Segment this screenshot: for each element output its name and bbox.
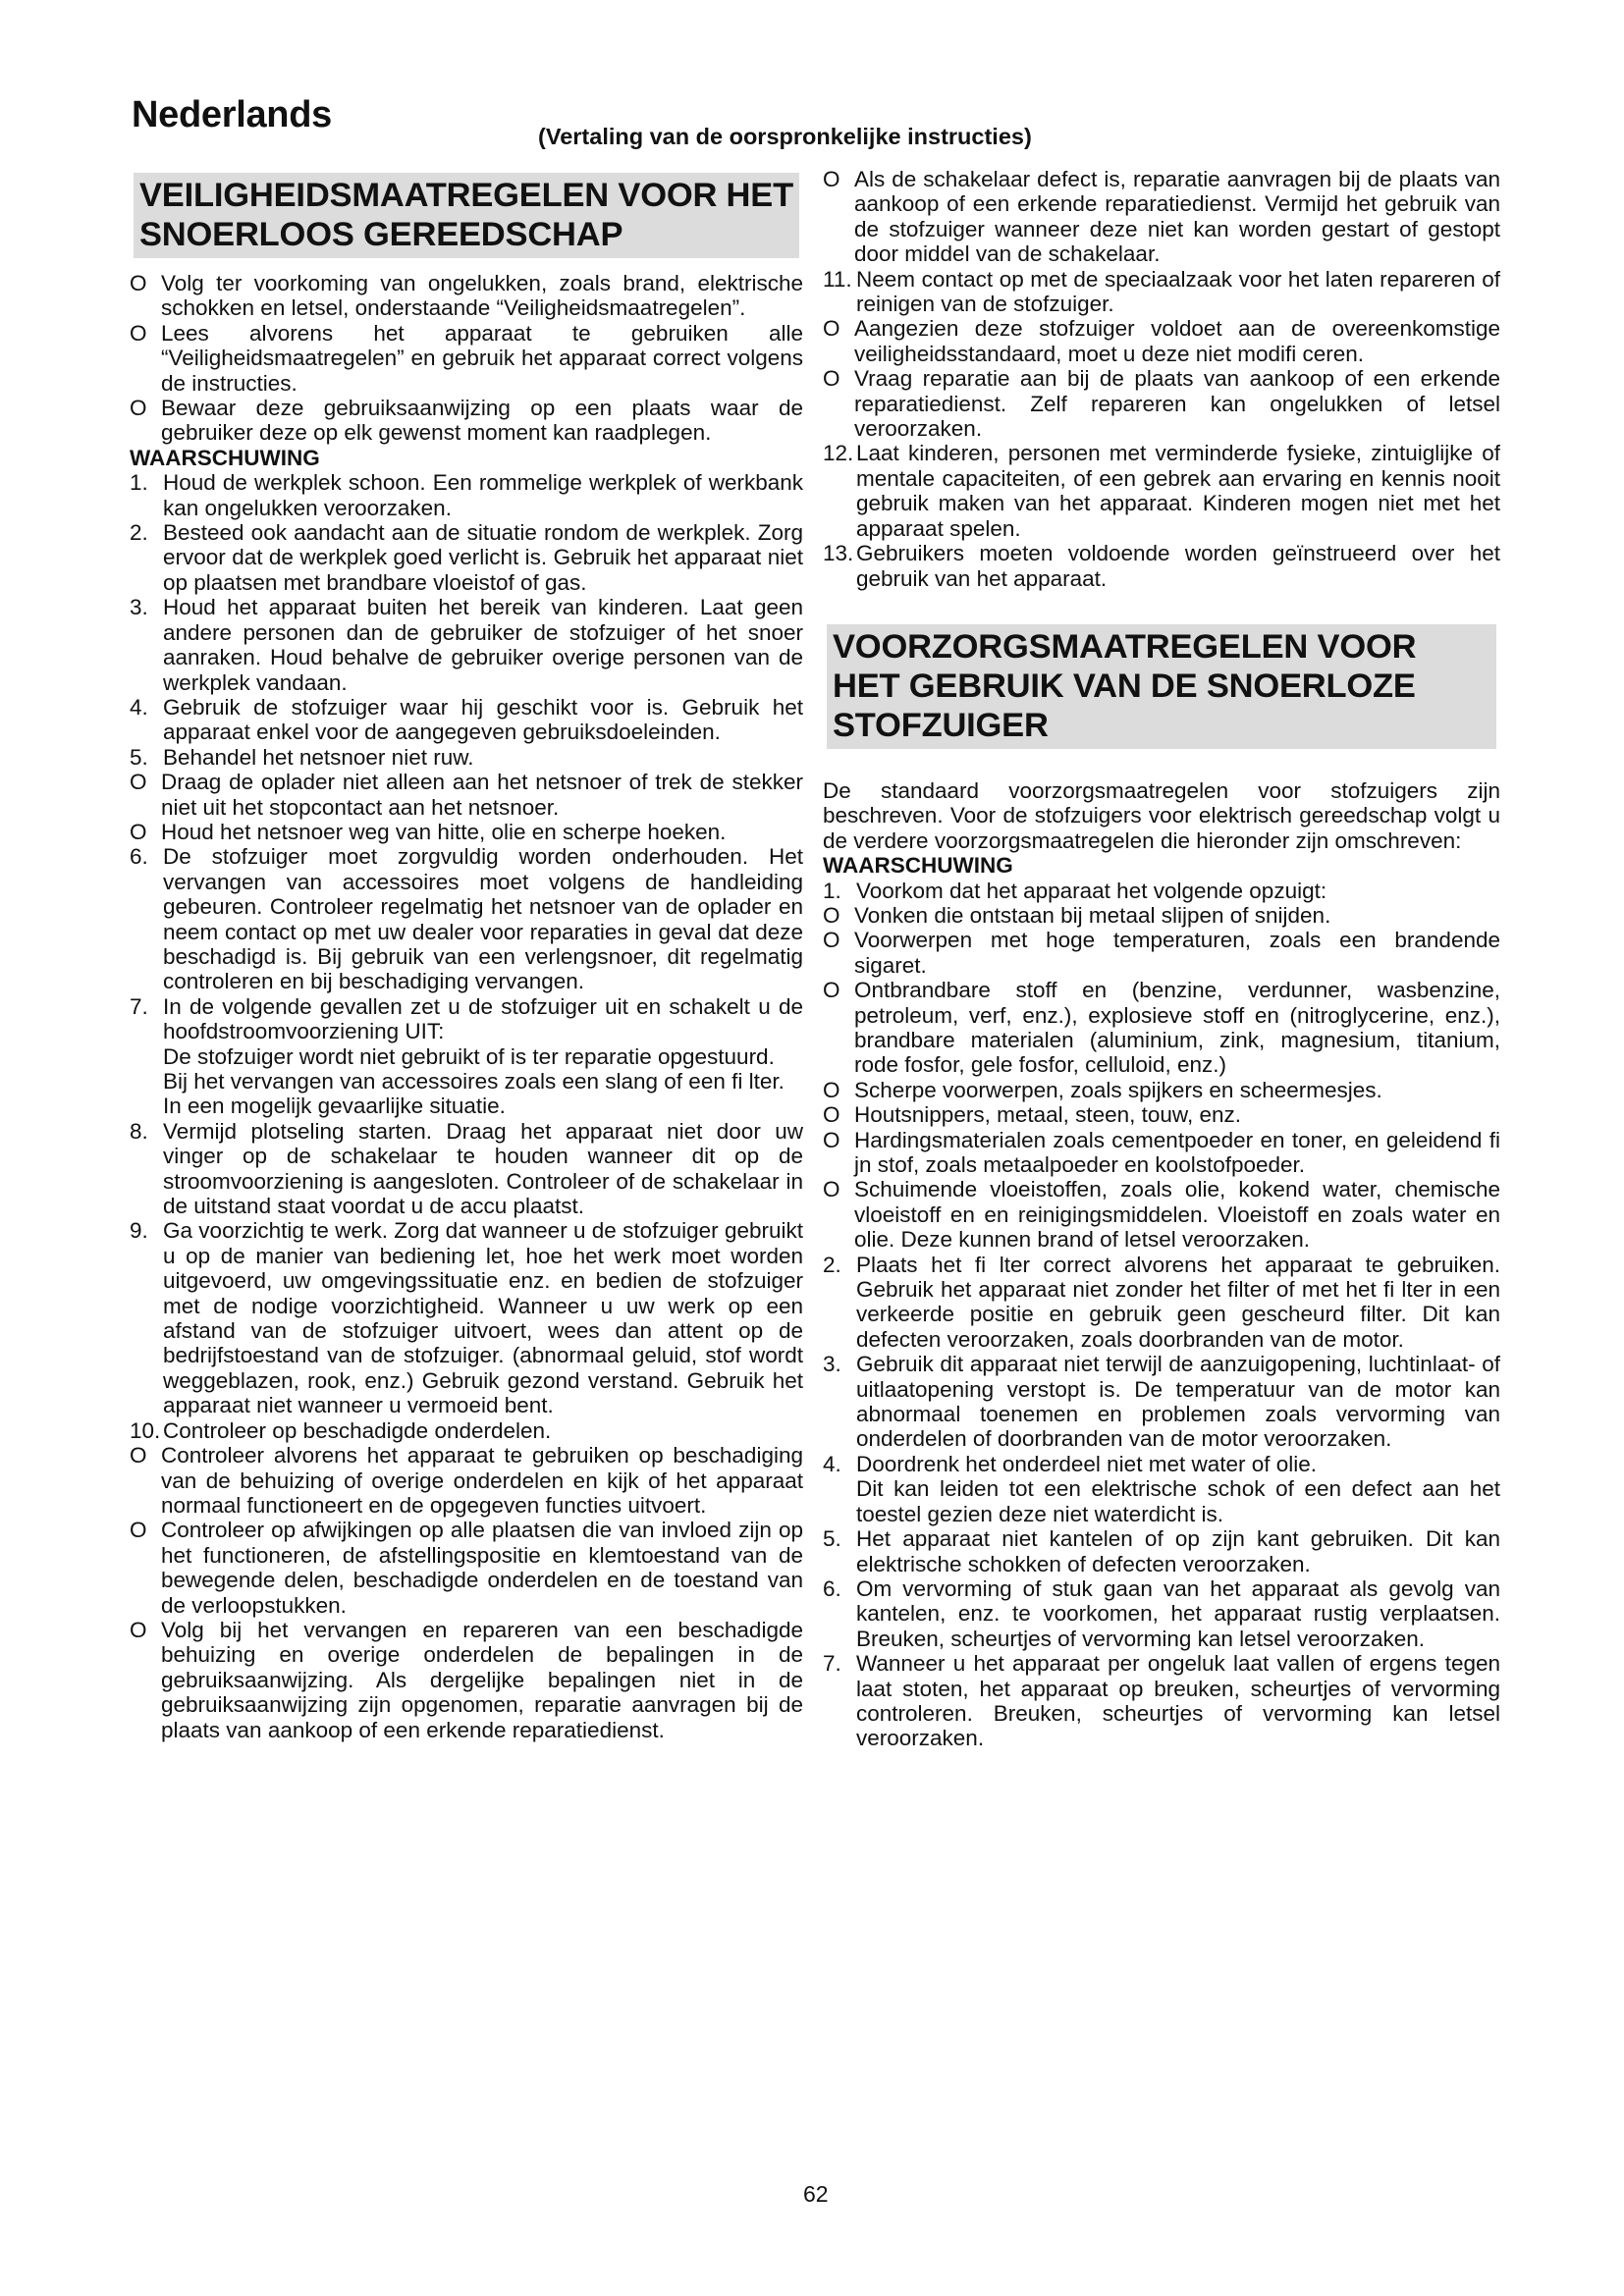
list-item: 1. Voorkom dat het apparaat het volgende opzuigt: — [823, 878, 1327, 903]
list-item: O Volg bij het vervangen en repareren van een beschadigde behuizing en overige onderdelen de bepalingen in de gebruiksaanwijzing. Als dergelijke bepalingen niet in de gebruiksaanwijzing zijn opgenomen, reparatie aanvragen bij de plaats van aankoop of een erkende reparatiedienst. — [130, 1617, 803, 1742]
bullet-marker: O — [823, 902, 840, 928]
list-subtext: De stofzuiger wordt niet gebruikt of is ter reparatie opgestuurd. — [163, 1043, 775, 1069]
list-item: 7. Wanneer u het apparaat per ongeluk laat vallen of ergens tegen laat stoten, het apparaat op breuken, scheurtjes of vervorming controleren. Breuken, scheurtjes of vervorming kan letsel veroorzaken. — [823, 1651, 1500, 1751]
list-item: O Houd het netsnoer weg van hitte, olie en scherpe hoeken. — [130, 819, 727, 844]
right-column — [823, 167, 1500, 1751]
list-item: O Controleer op afwijkingen op alle plaatsen die van invloed zijn op het functioneren, de afstellingspositie en klemtoestand van de bewegende delen, beschadigde onderdelen en de toestand van de verloopstukken. — [130, 1518, 803, 1618]
list-item: 2. Plaats het fi lter correct alvorens het apparaat te gebruiken. Gebruik het apparaat niet zonder het filter of met het fi lter in een verkeerde positie en gebruik geen gescheurd filter. Dit kan defecten veroorzaken, zoals doorbranden van de motor. — [823, 1252, 1500, 1352]
list-item: O Scherpe voorwerpen, zoals spijkers en scheermesjes. — [823, 1077, 1382, 1102]
list-item: O Vonken die ontstaan bij metaal slijpen of snijden. — [823, 902, 1331, 928]
list-item: 7. In de volgende gevallen zet u de stofzuiger uit en schakelt u de hoofdstroomvoorziening UIT: — [130, 993, 803, 1044]
list-item: O Volg ter voorkoming van ongelukken, zoals brand, elektrische schokken en letsel, onderstaande “Veiligheidsmaatregelen”. — [130, 271, 803, 321]
list-item: 4. Gebruik de stofzuiger waar hij geschikt voor is. Gebruik het apparaat enkel voor de aangegeven gebruiksdoeleinden. — [130, 694, 803, 745]
bullet-marker: O — [130, 396, 147, 421]
bullet-marker: O — [130, 1518, 147, 1543]
bullet-marker: O — [130, 271, 147, 295]
page-number: 62 — [803, 2181, 829, 2207]
list-item: O Ontbrandbare stoff en (benzine, verdunner, wasbenzine, petroleum, verf, enz.), explosieve stoff en (nitroglycerine, enz.), brandbare materialen (aluminium, zink, magnesium, titanium, rode fosfor, gele fosfor, celluloid, enz.) — [823, 978, 1500, 1078]
language-title: Nederlands — [132, 94, 332, 135]
bullet-marker: O — [823, 978, 840, 1003]
list-item: 5. Het apparaat niet kantelen of op zijn kant gebruiken. Dit kan elektrische schokken of defecten veroorzaken. — [823, 1526, 1500, 1576]
bullet-marker: O — [130, 320, 147, 346]
list-subtext: In een mogelijk gevaarlijke situatie. — [163, 1094, 506, 1119]
list-item: O Draag de oplader niet alleen aan het netsnoer of trek de stekker niet uit het stopcontact aan het netsnoer. — [130, 770, 803, 820]
list-item: 10. Controleer op beschadigde onderdelen. — [130, 1417, 552, 1443]
bullet-marker: O — [823, 316, 840, 342]
bullet-marker: O — [130, 1443, 147, 1468]
bullet-marker: O — [823, 1102, 840, 1128]
list-item: 3. Houd het apparaat buiten het bereik van kinderen. Laat geen andere personen dan de gebruiker de stofzuiger of het snoer aanraken. Houd behalve de gebruiker overige personen van de werkplek vandaan. — [130, 595, 803, 695]
bullet-marker: O — [823, 1127, 840, 1152]
list-item: O Hardingsmaterialen zoals cementpoeder en toner, en geleidend fi jn stof, zoals metaalpoeder en koolstofpoeder. — [823, 1127, 1500, 1177]
warning-label: WAARSCHUWING — [130, 445, 320, 470]
bullet-marker: O — [130, 1617, 147, 1642]
list-item: O Voorwerpen met hoge temperaturen, zoals een brandende sigaret. — [823, 928, 1500, 978]
left-column — [130, 173, 803, 1742]
list-item: 8. Vermijd plotseling starten. Draag het apparaat niet door uw vinger op de schakelaar te houden wanneer dit op de stroomvoorziening is aangesloten. Controleer of de schakelaar in de uitstand staat voordat u de accu plaatst. — [130, 1118, 803, 1219]
list-item: 12. Laat kinderen, personen met verminderde fysieke, zintuiglijke of mentale capaciteiten, of een gebrek aan ervaring en kennis nooit gebruik maken van het apparaat. Kinderen mogen niet met het apparaat spelen. — [823, 441, 1500, 541]
list-item: O Vraag reparatie aan bij de plaats van aankoop of een erkende reparatiedienst. Zelf repareren kan ongelukken of letsel veroorzaken. — [823, 366, 1500, 442]
translation-note: (Vertaling van de oorspronkelijke instructies) — [538, 124, 1032, 149]
bullet-marker: O — [130, 770, 147, 795]
bullet-marker: O — [823, 366, 840, 392]
list-item: O Schuimende vloeistoffen, zoals olie, kokend water, chemische vloeistoff en en reinigingsmiddelen. Vloeistoff en zoals water en olie. Deze kunnen brand of letsel veroorzaken. — [823, 1177, 1500, 1253]
list-item: 6. De stofzuiger moet zorgvuldig worden onderhouden. Het vervangen van accessoires moet volgens de handleiding gebeuren. Controleer regelmatig het netsnoer van de oplader en neem contact op met uw dealer voor reparaties in geval dat deze beschadigd is. Bij gebruik van een verlengsnoer, dit regelmatig controleren en bij beschadiging vervangen. — [130, 844, 803, 994]
list-item: O Lees alvorens het apparaat te gebruiken alle “Veiligheidsmaatregelen” en gebruik het apparaat correct volgens de instructies. — [130, 320, 803, 396]
bullet-marker: O — [823, 928, 840, 953]
list-item: O Houtsnippers, metaal, steen, touw, enz. — [823, 1102, 1241, 1128]
bullet-marker: O — [823, 167, 840, 191]
section-heading-precautions: VOORZORGSMAATREGELEN VOOR HET GEBRUIK VAN DE SNOERLOZE STOFZUIGER — [827, 624, 1496, 749]
list-item: O Controleer alvorens het apparaat te gebruiken op beschadiging van de behuizing of overige onderdelen en kijk of het apparaat normaal functioneert en de opgegeven functies uitvoert. — [130, 1443, 803, 1518]
bullet-marker: O — [823, 1077, 840, 1102]
list-item: 4. Doordrenk het onderdeel niet met water of olie. — [823, 1451, 1318, 1476]
list-item: O Aangezien deze stofzuiger voldoet aan de overeenkomstige veiligheidsstandaard, moet u deze niet modifi ceren. — [823, 316, 1500, 366]
intro-paragraph: De standaard voorzorgsmaatregelen voor stofzuigers zijn beschreven. Voor de stofzuigers voor elektrisch gereedschap volgt u de verdere voorzorgsmaatregelen die hieronder zijn omschreven: — [823, 777, 1500, 853]
list-item: O Als de schakelaar defect is, reparatie aanvragen bij de plaats van aankoop of een erkende reparatiedienst. Vermijd het gebruik van de stofzuiger wanneer deze niet kan worden gestart of gestopt door middel van de schakelaar. — [823, 167, 1500, 267]
section-heading-safety: VEILIGHEIDSMAATREGELEN VOOR HET SNOERLOOS GEREEDSCHAP — [134, 173, 799, 258]
list-item: 2. Besteed ook aandacht aan de situatie rondom de werkplek. Zorg ervoor dat de werkplek goed verlicht is. Gebruik het apparaat niet op plaatsen met brandbare vloeistof of gas. — [130, 520, 803, 595]
bullet-marker: O — [130, 819, 147, 844]
warning-label: WAARSCHUWING — [823, 853, 1013, 879]
list-subtext: Bij het vervangen van accessoires zoals een slang of een fi lter. — [163, 1069, 785, 1094]
list-subtext: Dit kan leiden tot een elektrische schok of een defect aan het toestel gezien deze niet waterdicht is. — [856, 1476, 1500, 1526]
list-item: 1. Houd de werkplek schoon. Een rommelige werkplek of werkbank kan ongelukken veroorzaken. — [130, 470, 803, 520]
list-item: 3. Gebruik dit apparaat niet terwijl de aanzuigopening, luchtinlaat- of uitlaatopening verstopt is. De temperatuur van de motor kan abnormaal toenemen en problemen zoals vervorming van onderdelen of doorbranden van de motor veroorzaken. — [823, 1352, 1500, 1452]
list-item: 11. Neem contact op met de speciaalzaak voor het laten repareren of reinigen van de stofzuiger. — [823, 266, 1500, 317]
list-item: 13. Gebruikers moeten voldoende worden geïnstrueerd over het gebruik van het apparaat. — [823, 541, 1500, 591]
list-item: 5. Behandel het netsnoer niet ruw. — [130, 744, 474, 770]
list-item: 9. Ga voorzichtig te werk. Zorg dat wanneer u de stofzuiger gebruikt u op de manier van bediening let, hoe het werk moet worden uitgevoerd, uw omgevingssituatie enz. en bedien de stofzuiger met de nodige voorzichtigheid. Wanneer u uw werk op een afstand van de stofzuiger uitvoert, wees dan attent op de bedrijfstoestand van de stofzuiger. (abnormaal geluid, stof wordt weggeblazen, rook, enz.) Gebruik gezond verstand. Gebruik het apparaat niet wanneer u vermoeid bent. — [130, 1218, 803, 1418]
list-item: 6. Om vervorming of stuk gaan van het apparaat als gevolg van kantelen, enz. te voorkomen, het apparaat rustig verplaatsen. Breuken, scheurtjes of vervorming kan letsel veroorzaken. — [823, 1575, 1500, 1651]
list-item: O Bewaar deze gebruiksaanwijzing op een plaats waar de gebruiker deze op elk gewenst moment kan raadplegen. — [130, 396, 803, 446]
bullet-marker: O — [823, 1177, 840, 1202]
